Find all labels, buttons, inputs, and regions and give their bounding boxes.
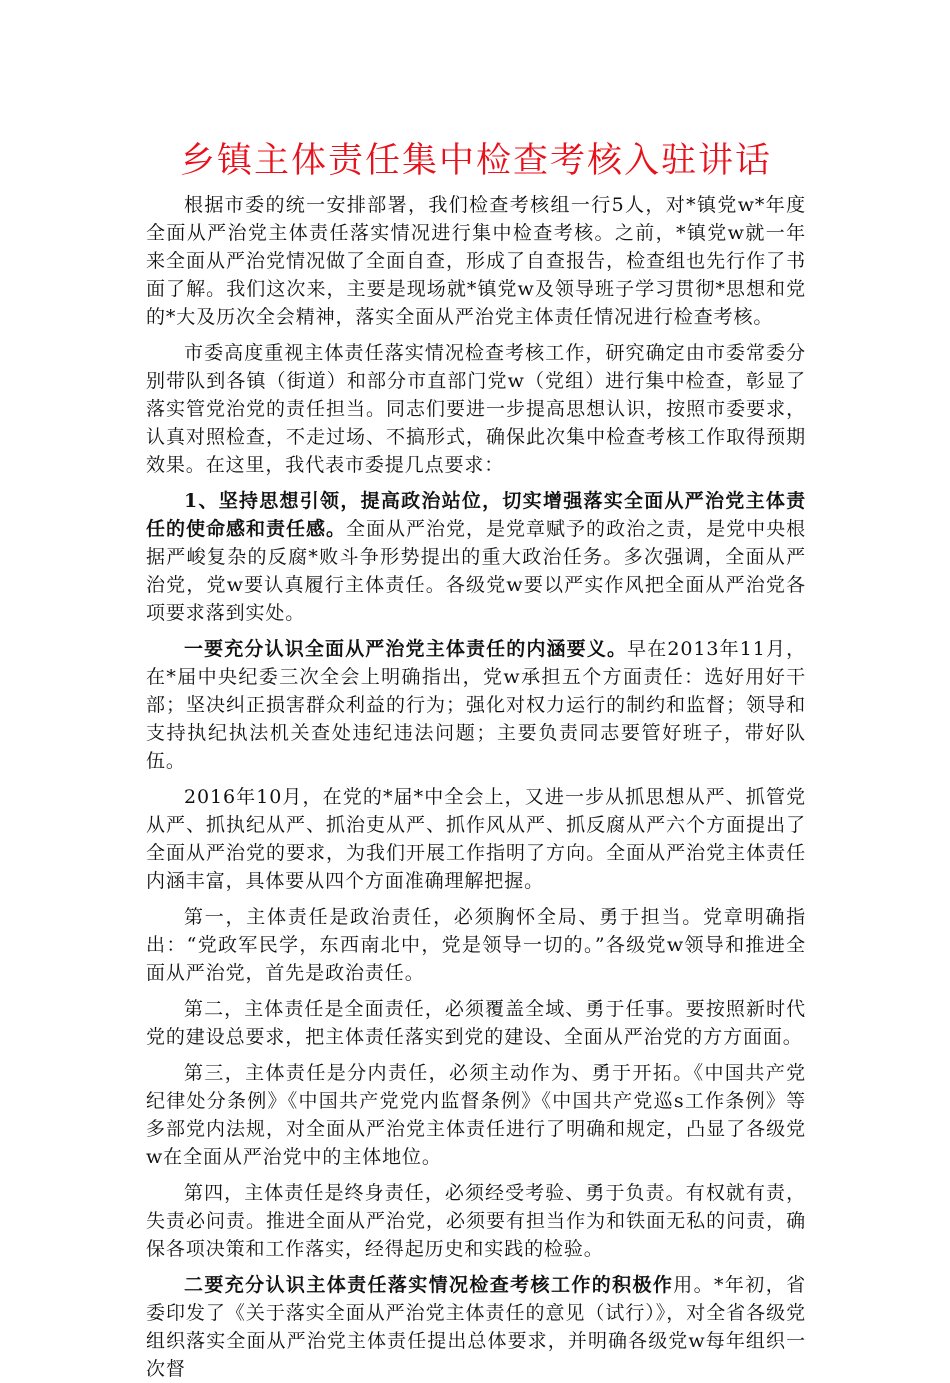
paragraph-8-text: 第三，主体责任是分内责任，必须主动作为、勇于开拓。《中国共产党纪律处分条例》《中国共产党党内监督条例》《中国共产党巡s工作条例》等多部党内法规，对全面从严治党主体责任进行了明确和规定，凸显了各级党w在全面从严治党中的主体地位。 [146,1062,806,1168]
document-page [146,0,806,1380]
paragraph-7 [146,995,806,1051]
paragraph-1-text: 根据市委的统一安排部署，我们检查考核组一行5人，对*镇党w*年度全面从严治党主体责任落实情况进行集中检查考核。之前，*镇党w就一年来全面从严治党情况做了全面自查，形成了自查报告，检查组也先行作了书面了解。我们这次来，主要是现场就*镇党w及领导班子学习贯彻*思想和党的*大及历次全会精神，落实全面从严治党主体责任情况进行检查考核。 [146,194,806,328]
paragraph-1 [146,191,806,331]
paragraph-2-text: 市委高度重视主体责任落实情况检查考核工作，研究确定由市委常委分别带队到各镇（街道）和部分市直部门党w（党组）进行集中检查，彰显了落实管党治党的责任担当。同志们要进一步提高思想认识，按照市委要求，认真对照检查，不走过场、不搞形式，确保此次集中检查考核工作取得预期效果。在这里，我代表市委提几点要求： [146,342,806,476]
paragraph-4 [146,635,806,775]
paragraph-2 [146,339,806,479]
paragraph-3 [146,487,806,627]
document-title: 乡镇主体责任集中检查考核入驻讲话 [179,141,772,181]
paragraph-7-text: 第二，主体责任是全面责任，必须覆盖全域、勇于任事。要按照新时代党的建设总要求，把主体责任落实到党的建设、全面从严治党的方方面面。 [146,998,806,1048]
paragraph-5 [146,783,806,895]
paragraph-9-text: 第四，主体责任是终身责任，必须经受考验、勇于负责。有权就有责，失责必问责。推进全面从严治党，必须要有担当作为和铁面无私的问责，确保各项决策和工作落实，经得起历史和实践的检验。 [146,1182,806,1260]
paragraph-9 [146,1179,806,1263]
paragraph-6 [146,903,806,987]
paragraph-10-text: 用。*年初，省委印发了《关于落实全面从严治党主体责任的意见（试行）》，对全省各级党组织落实全面从严治党主体责任提出总体要求，并明确各级党w每年组织一次督 [146,1274,806,1380]
paragraph-10-lead: 二要充分认识主体责任落实情况检查考核工作的积极作 [184,1274,674,1296]
paragraph-5-text: 2016年10月，在党的*届*中全会上，又进一步从抓思想从严、抓管党从严、抓执纪从严、抓治吏从严、抓作风从严、抓反腐从严六个方面提出了全面从严治党的要求，为我们开展工作指明了方向。全面从严治党主体责任内涵丰富，具体要从四个方面准确理解把握。 [146,786,806,892]
paragraph-4-text: 早在2013年11月，在*届中央纪委三次全会上明确指出，党w承担五个方面责任：选好用好干部；坚决纠正损害群众利益的行为；强化对权力运行的制约和监督；领导和支持执纪执法机关查处违纪违法问题；主要负责同志要管好班子，带好队伍。 [146,638,806,772]
paragraph-10 [146,1271,806,1383]
paragraph-4-lead: 一要充分认识全面从严治党主体责任的内涵要义。 [184,638,628,660]
paragraph-3-lead: 1、坚持思想引领，提高政治站位，切实增强落实全面从严治党主体责任的使命感和责任感。 [146,490,806,540]
paragraph-8 [146,1059,806,1171]
paragraph-6-text: 第一，主体责任是政治责任，必须胸怀全局、勇于担当。党章明确指出：“党政军民学，东西南北中，党是领导一切的。”各级党w领导和推进全面从严治党，首先是政治责任。 [146,906,806,984]
paragraph-3-text: 全面从严治党，是党章赋予的政治之责，是党中央根据严峻复杂的反腐*败斗争形势提出的重大政治任务。多次强调，全面从严治党，党w要认真履行主体责任。各级党w要以严实作风把全面从严治党各项要求落到实处。 [146,518,806,624]
